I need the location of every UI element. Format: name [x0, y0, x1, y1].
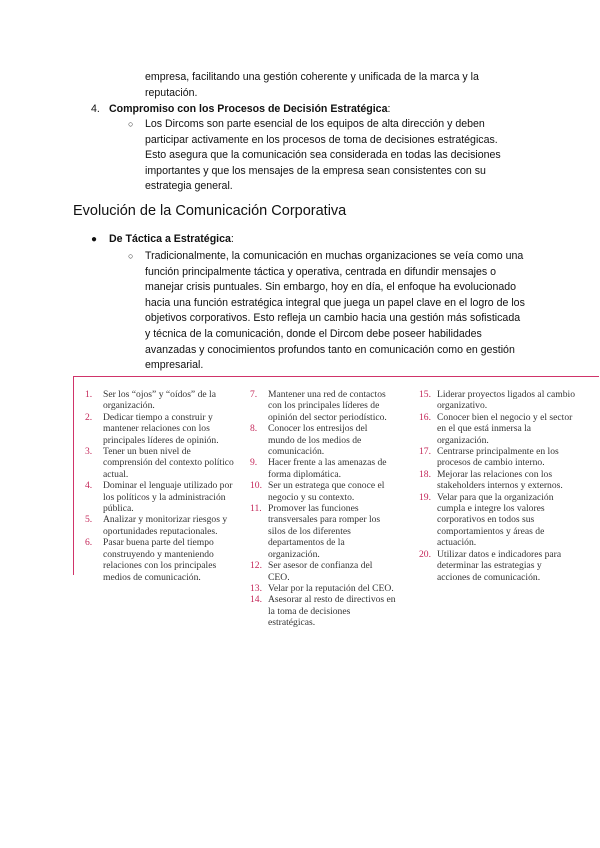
- function-number: 1.: [85, 389, 93, 400]
- dircom-functions-panel: [73, 376, 599, 629]
- function-item: [85, 446, 237, 480]
- function-number: 15.: [419, 389, 431, 400]
- function-item: [419, 549, 577, 583]
- function-number: 8.: [250, 423, 258, 435]
- function-item: [419, 469, 577, 492]
- function-number: 6.: [85, 537, 93, 549]
- functions-column-2: [250, 389, 396, 629]
- function-item: [250, 389, 396, 423]
- function-number: 10.: [250, 480, 262, 492]
- functions-column-1: [85, 389, 237, 583]
- tactica-item: [109, 232, 234, 248]
- function-text: Ser los “ojos” y “oídos” de la organización.: [103, 389, 216, 412]
- function-text: Dominar el lenguaje utilizado por los políticos y la administración pública.: [103, 480, 233, 515]
- function-number: 5.: [85, 514, 93, 526]
- function-text: Liderar proyectos ligados al cambio organizativo.: [437, 389, 575, 412]
- function-number: 9.: [250, 457, 258, 469]
- function-text: Dedicar tiempo a construir y mantener relaciones con los principales líderes de opinión.: [103, 411, 219, 446]
- function-number: 14.: [250, 594, 262, 606]
- filled-bullet-icon: ●: [91, 234, 98, 245]
- item-4-description: Los Dircoms son parte esencial de los equipos de alta dirección y deben participar activamente en los procesos de toma de decisiones estratégicas. Esto asegura que la comunicación sea considerada en todas las decisiones importantes y que los mensajes de la empresa sean consistentes con su estrategia general.: [145, 118, 501, 193]
- tactica-description: Tradicionalmente, la comunicación en muchas organizaciones se veía como una función principalmente táctica y operativa, centrada en difundir mensajes o manejar crisis puntuales. Sin embargo, hoy en día, el enfoque ha evolucionado hacia una función estratégica integral que juega un papel clave en el logro de los objetivos corporativos. Esto refleja un cambio hacia una gestión más sofisticada y técnica de la comunicación, donde el Dircom debe poseer habilidades avanzadas y conocimientos profundos tanto en comunicación como en gestión empresarial.: [145, 250, 525, 372]
- list-number-4: 4.: [91, 103, 100, 115]
- tactica-colon: :: [230, 233, 234, 245]
- continued-paragraph: empresa, facilitando una gestión coherente y unificada de la marca y la reputación.: [145, 71, 479, 99]
- function-number: 13.: [250, 582, 262, 594]
- function-text: Velar para que la organización cumpla e integre los valores corporativos en todos sus comportamientos y áreas de actuación.: [437, 491, 554, 549]
- function-text: Utilizar datos e indicadores para determinar las estrategias y acciones de comunicación.: [437, 548, 562, 583]
- hollow-bullet-icon: ○: [128, 251, 134, 261]
- function-number: 7.: [250, 389, 258, 400]
- function-item: [250, 423, 396, 457]
- function-text: Analizar y monitorizar riesgos y oportunidades reputacionales.: [103, 514, 228, 537]
- function-item: [85, 514, 237, 537]
- function-text: Mantener una red de contactos con los principales líderes de opinión del sector periodístico.: [268, 389, 387, 423]
- function-item: [85, 389, 237, 412]
- function-text: Conocer bien el negocio y el sector en el que está inmersa la organización.: [437, 411, 573, 446]
- function-text: Centrarse principalmente en los procesos de cambio interno.: [437, 446, 559, 469]
- function-text: Ser un estratega que conoce el negocio y su contexto.: [268, 480, 385, 503]
- function-item: [250, 583, 396, 594]
- function-number: 16.: [419, 411, 431, 423]
- functions-column-3: [419, 389, 577, 583]
- function-item: [419, 389, 577, 412]
- function-text: Conocer los entresijos del mundo de los medios de comunicación.: [268, 423, 368, 458]
- function-number: 19.: [419, 491, 431, 503]
- function-number: 17.: [419, 446, 431, 458]
- function-item: [419, 492, 577, 549]
- function-item: [85, 537, 237, 583]
- function-item: [250, 560, 396, 583]
- function-text: Mejorar las relaciones con los stakeholders internos y externos.: [437, 468, 563, 492]
- function-text: Pasar buena parte del tiempo construyendo y manteniendo relaciones con los principales medios de comunicación.: [103, 537, 217, 583]
- function-text: Ser asesor de confianza del CEO.: [268, 560, 373, 583]
- section-heading: Evolución de la Comunicación Corporativa: [73, 203, 347, 219]
- function-item: [85, 412, 237, 446]
- function-number: 20.: [419, 548, 431, 560]
- function-number: 11.: [250, 503, 262, 515]
- function-item: [250, 457, 396, 480]
- function-number: 3.: [85, 446, 93, 458]
- function-item: [250, 480, 396, 503]
- function-text: Promover las funciones transversales para romper los silos de los diferentes departamentos de la organización.: [268, 503, 381, 560]
- function-item: [85, 480, 237, 514]
- function-item: [250, 503, 396, 560]
- function-item: [250, 594, 396, 628]
- list-item-4: [109, 102, 529, 118]
- function-item: [419, 412, 577, 446]
- function-text: Hacer frente a las amenazas de forma diplomática.: [268, 457, 387, 480]
- function-text: Velar por la reputación del CEO.: [268, 582, 394, 594]
- item-4-title: Compromiso con los Procesos de Decisión Estratégica: [109, 103, 388, 115]
- item-4-colon: :: [387, 103, 391, 115]
- tactica-title: De Táctica a Estratégica: [109, 233, 231, 245]
- function-number: 18.: [419, 468, 431, 480]
- function-item: [419, 446, 577, 469]
- hollow-bullet-icon: ○: [128, 119, 134, 129]
- function-number: 4.: [85, 480, 93, 492]
- function-number: 12.: [250, 560, 262, 572]
- function-text: Asesorar al resto de directivos en la toma de decisiones estratégicas.: [268, 594, 396, 629]
- function-text: Tener un buen nivel de comprensión del contexto político actual.: [103, 446, 234, 480]
- function-number: 2.: [85, 411, 93, 423]
